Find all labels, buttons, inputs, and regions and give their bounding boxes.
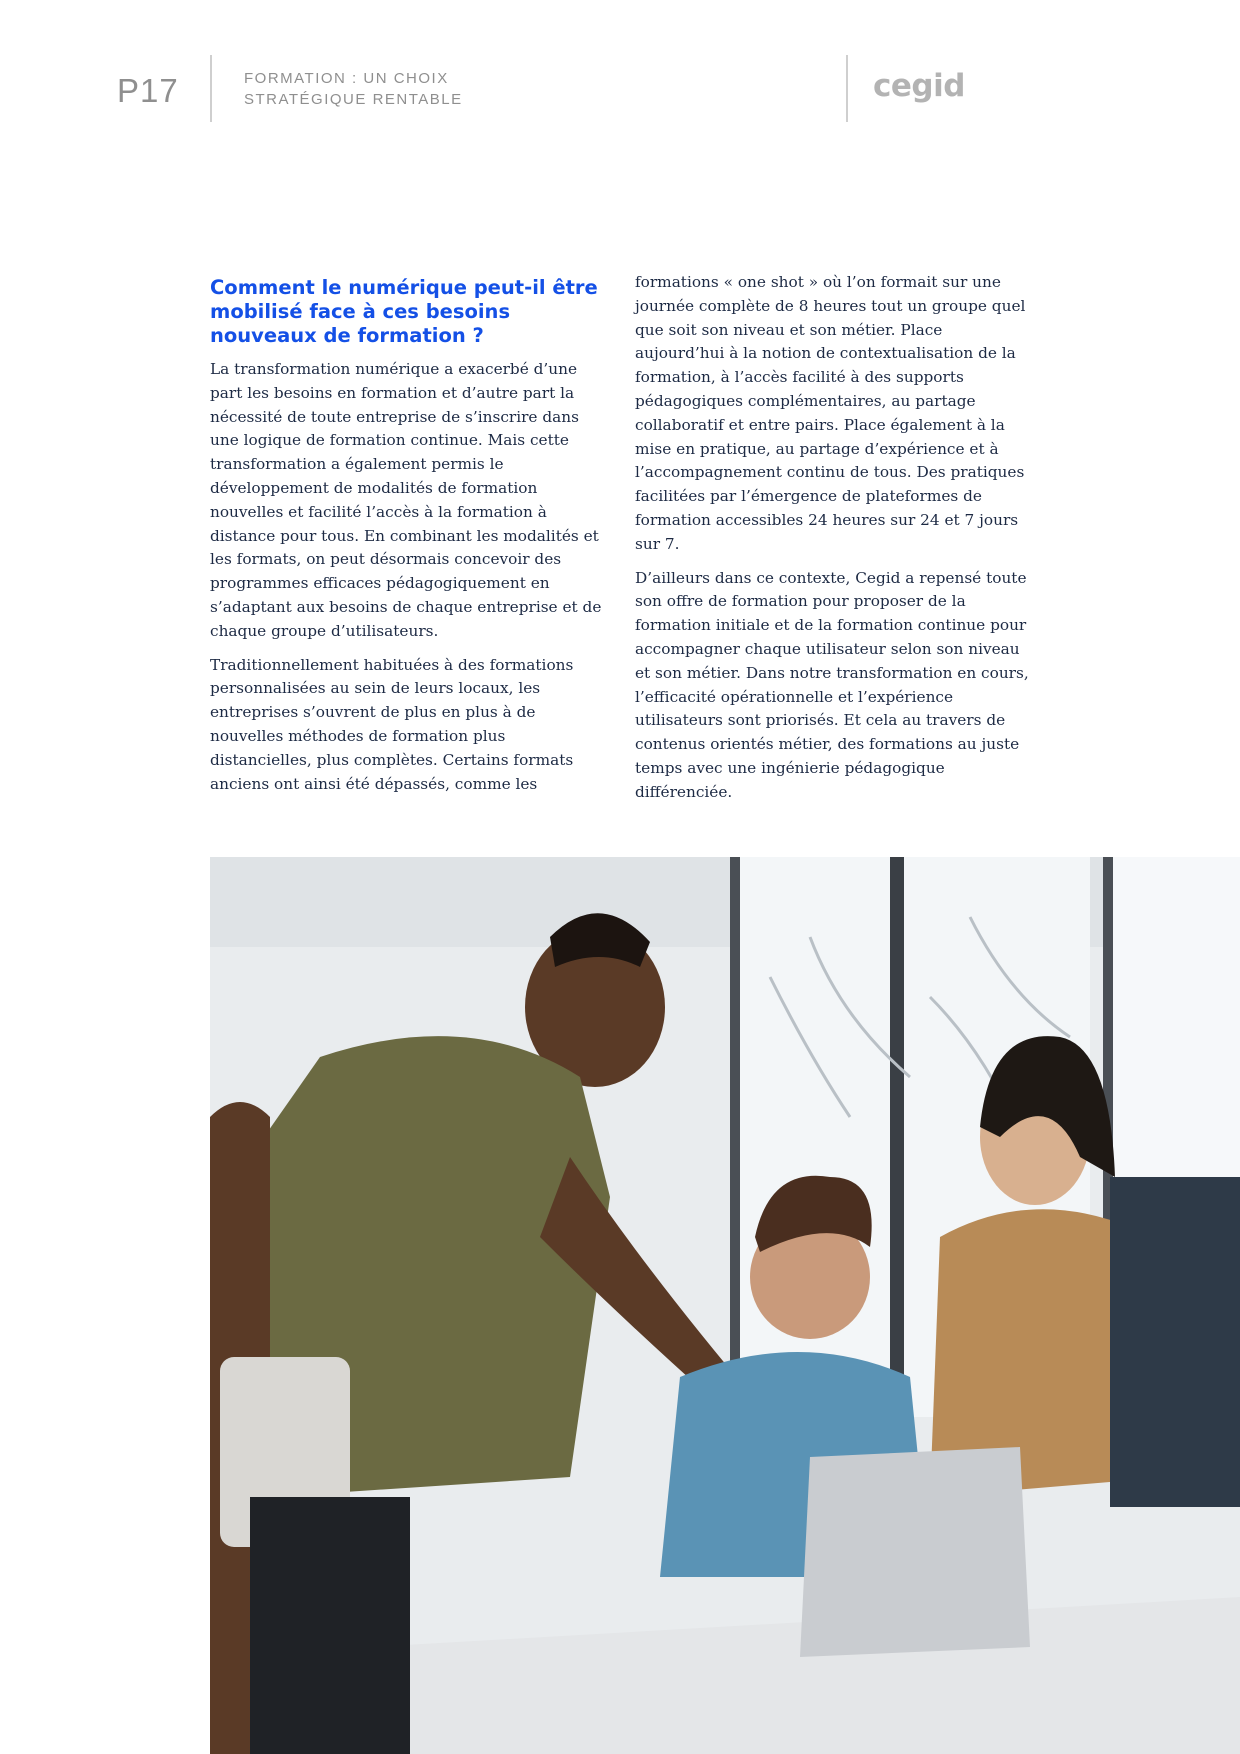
article-column-left: [210, 276, 610, 806]
office-team-photo: [210, 857, 1240, 1754]
article-paragraph: D’ailleurs dans ce contexte, Cegid a repensé toute son offre de formation pour proposer de la formation initiale et de la formation continue pour accompagner chaque utilisateur selon son niveau et son métier. Dans notre transformation en cours, l’efficacité opérationnelle et l’expérience utilisateurs sont priorisés. Et cela au travers de contenus orientés métier, des formations au juste temps avec une ingénierie pédagogique différenciée.: [635, 568, 1029, 801]
desk-laptop: [800, 1447, 1030, 1657]
document-title-line-2: STRATÉGIQUE RENTABLE: [244, 91, 463, 108]
document-title-line-1: FORMATION : UN CHOIX: [244, 70, 449, 87]
man-trousers: [250, 1497, 410, 1754]
page-number: P17: [117, 72, 179, 109]
header-divider-left: [210, 55, 212, 122]
article-heading: Comment le numérique peut-il être mobilisé face à ces besoins nouveaux de formation ?: [210, 276, 598, 347]
monitor: [1110, 1177, 1240, 1507]
article-column-right: [635, 271, 1035, 815]
article-paragraph: La transformation numérique a exacerbé d’une part les besoins en formation et d’autre part la nécessité de toute entreprise de s’inscrire dans une logique de formation continue. Mais cette transformation a également permis le développement de modalités de formation nouvelles et facilité l’accès à la formation à distance pour tous. En combinant les modalités et les formats, on peut désormais concevoir des programmes efficaces pédagogiquement en s’adaptant aux besoins de chaque entreprise et de chaque groupe d’utilisateurs.: [210, 360, 602, 640]
window-frame: [890, 857, 904, 1417]
office-team-illustration: [210, 857, 1240, 1754]
article-paragraph: Traditionnellement habituées à des formations personnalisées au sein de leurs locaux, les entreprises s’ouvrent de plus en plus à de nouvelles méthodes de formation plus distancielles, plus complètes. Certains formats anciens ont ainsi été dépassés, comme les: [210, 655, 574, 793]
document-title: [244, 68, 463, 110]
header-divider-right: [846, 55, 848, 122]
window-frame: [730, 857, 740, 1417]
brand-logo: cegid: [873, 68, 965, 104]
article-paragraph: formations « one shot » où l’on formait sur une journée complète de 8 heures tout un groupe quel que soit son niveau et son métier. Place aujourd’hui à la notion de contextualisation de la formation, à l’accès facilité à des supports pédagogiques complémentaires, au partage collaboratif et entre pairs. Place également à la mise en pratique, au partage d’expérience et à l’accompagnement continu de tous. Des pratiques facilitées par l’émergence de plateformes de formation accessibles 24 heures sur 24 et 7 jours sur 7.: [635, 273, 1026, 553]
